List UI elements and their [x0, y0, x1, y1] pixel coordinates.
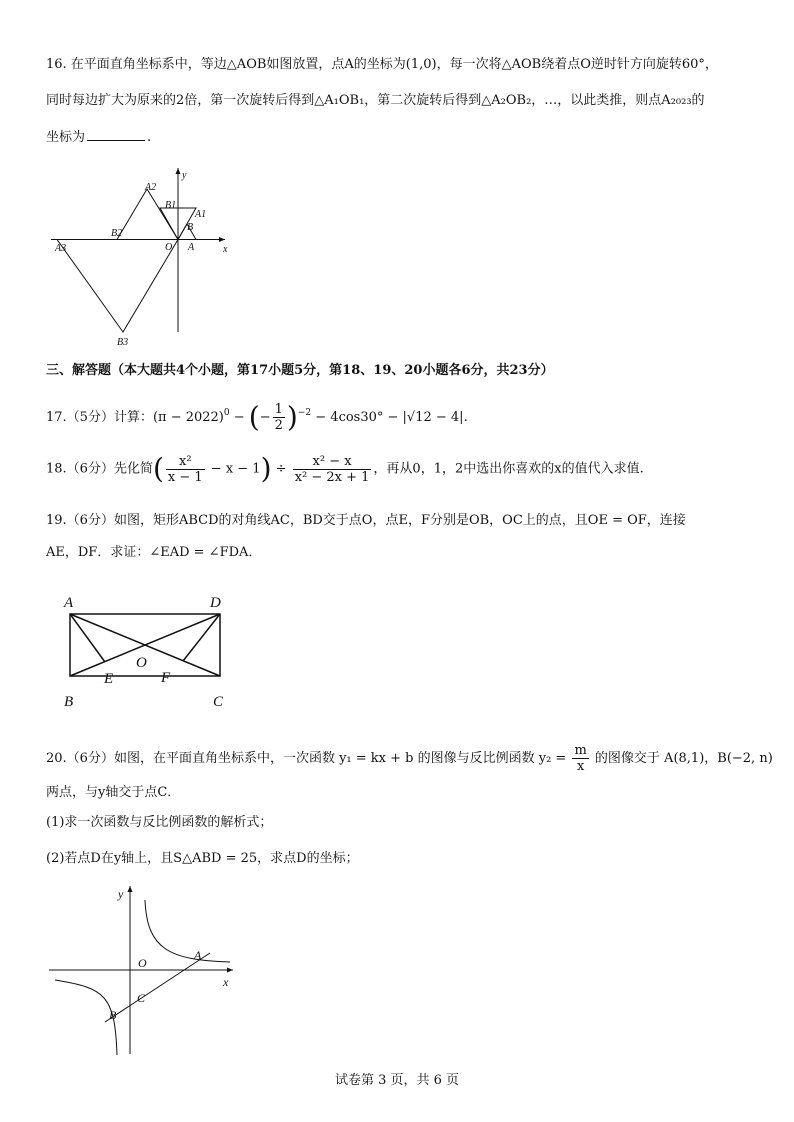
label-C: C [213, 694, 224, 710]
q16-line2: 同时每边扩大为原来的2倍，第一次旋转后得到△A₁OB₁，第二次旋转后得到△A₂OB₂，…，以此类推，则点A₂₀₂₃的 [46, 93, 705, 108]
triangle-A2OB2 [117, 189, 178, 240]
section-heading: 三、解答题（本大题共4个小题，第17小题5分，第18、19、20小题各6分，共23分） [46, 363, 554, 378]
q17-minus: − [229, 410, 249, 425]
q18-suffix: ，再从0，1，2中选出你喜欢的x的值代入求值. [373, 461, 644, 477]
q20-figure [45, 880, 245, 1060]
label-A: A [188, 242, 195, 253]
label-x: x [223, 975, 229, 989]
label-A: A [64, 595, 74, 611]
q17-half: $\frac{1}{2}$ [274, 402, 283, 433]
q17-term1: (π − 2022) [152, 410, 224, 425]
q20-part2: (2)若点D在y轴上，且S△ABD = 25，求点D的坐标； [46, 851, 359, 866]
label-O: O [136, 655, 147, 671]
label-D: D [210, 595, 221, 611]
q19-line1: 19.（6分）如图，矩形ABCD的对角线AC，BD交于点O，点E，F分别是OB，OC上的点，且OE = OF，连接 [46, 513, 686, 528]
q17-term2-exp: −2 [297, 408, 312, 418]
q19-figure [58, 590, 238, 715]
label-B: B [187, 222, 194, 233]
label-A3: A3 [55, 243, 67, 254]
q18-prefix: 18.（6分）先化简 [46, 461, 153, 477]
q18: 18.（6分）先化简( $\frac{\text{x²}}{x - 1}$ − x − 1) ÷ $\frac{\text{x² − x}}{\text{x² − 2x + 1}}$ ，再从0，1，2中选出你喜欢的x的值代入求值. [46, 452, 644, 485]
label-y: y [182, 170, 187, 181]
q16-line1: 16. 在平面直角坐标系中，等边△AOB如图放置，点A的坐标为(1,0)，每一次将△AOB绕着点O逆时针方向旋转60°， [46, 57, 718, 72]
label-A2: A2 [145, 182, 157, 193]
label-E: E [104, 671, 114, 687]
q18-div: ÷ [271, 461, 291, 477]
label-B2: B2 [111, 228, 123, 239]
q16-figure [45, 160, 245, 360]
q17-end: . [463, 410, 468, 425]
label-B: B [109, 1008, 117, 1022]
page-footer: 试卷第 3 页，共 6 页 [334, 1073, 460, 1088]
y-arrow-icon [176, 168, 181, 174]
label-B: B [64, 694, 74, 710]
label-A1: A1 [195, 209, 207, 220]
answer-blank[interactable] [87, 128, 145, 141]
label-A: A [194, 948, 202, 962]
q18-frac1: $\frac{\text{x²}}{x - 1}$ [167, 453, 203, 485]
q17-abs: |√12 − 4| [402, 410, 464, 425]
q17: 17.（5分）计算：$(\pi - 2022)^0$ − (− $\frac{1}{2}$ )$^{-2}$ − 4cos30° − |√12 − 4|. [46, 400, 468, 434]
label-B1: B1 [165, 200, 177, 211]
q16-line3-end: . [147, 130, 152, 145]
q19-line2: AE，DF．求证：∠EAD = ∠FDA． [46, 545, 262, 560]
label-y: y [118, 887, 124, 901]
label-O: O [138, 956, 147, 970]
q20-mx: $\frac{m}{x}$ [574, 743, 587, 774]
q20-line2: 两点，与y轴交于点C． [46, 785, 181, 800]
line-y1 [105, 953, 210, 1022]
x-arrow-icon [227, 968, 233, 973]
q16-line3 [46, 128, 151, 147]
label-F: F [161, 670, 171, 686]
triangle-A3OB3 [57, 240, 178, 333]
hyperbola-lower [55, 980, 117, 1055]
q18-frac2: $\frac{\text{x² − x}}{\text{x² − 2x + 1}}$ [294, 453, 370, 485]
hyperbola-upper [145, 900, 230, 962]
q16-line3-text: 坐标为 [46, 130, 86, 145]
q20-line1a: 20.（6分）如图，在平面直角坐标系中，一次函数 y₁ = kx + b 的图像与反比例函数 y₂ = [46, 751, 571, 766]
label-C: C [137, 991, 146, 1005]
q17-term1-exp: 0 [223, 408, 230, 418]
q20-line1b: 的图像交于 A(8,1)，B(−2, n) [590, 751, 773, 766]
q17-prefix: 17.（5分）计算： [46, 410, 153, 425]
q20-line1 [46, 742, 773, 776]
y-arrow-icon [128, 886, 133, 892]
q18-mid: − x − 1 [206, 461, 261, 477]
q17-term3: − 4cos30° − [311, 410, 403, 425]
label-B3: B3 [117, 337, 129, 348]
label-O: O [165, 242, 173, 253]
label-x: x [223, 244, 228, 255]
q20-part1: (1)求一次函数与反比例函数的解析式； [46, 815, 273, 830]
x-arrow-icon [219, 237, 225, 242]
